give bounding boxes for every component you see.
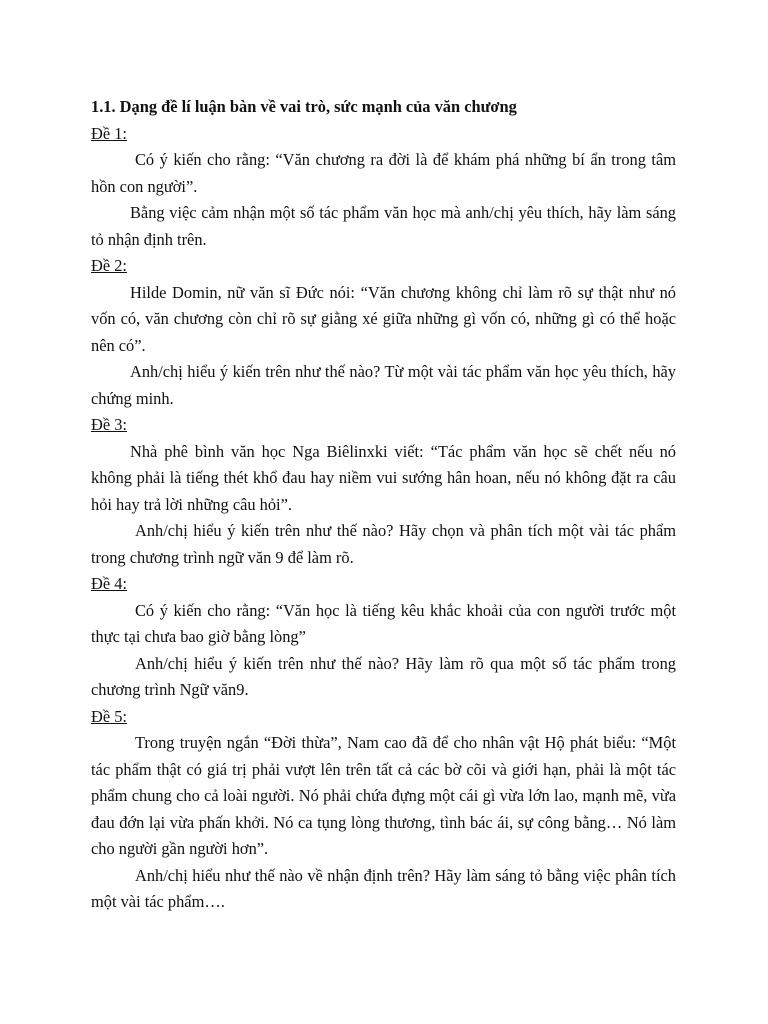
exercise-4-task: Anh/chị hiểu ý kiến trên như thế nào? Hãy làm rõ qua một số tác phẩm trong chương trình Ngữ văn9. xyxy=(91,653,676,699)
exercise-3-task: Anh/chị hiểu ý kiến trên như thế nào? Hãy chọn và phân tích một vài tác phẩm trong chương trình ngữ văn 9 để làm rõ. xyxy=(91,521,676,567)
exercise-2-task: Anh/chị hiểu ý kiến trên như thế nào? Từ một vài tác phẩm văn học yêu thích, hãy chứng minh. xyxy=(91,362,676,408)
exercise-1-label: Đề 1: xyxy=(91,123,127,143)
exercise-3-prompt: Nhà phê bình văn học Nga Biêlinxki viết: “Tác phẩm văn học sẽ chết nếu nó không phải là tiếng thét khổ đau hay niềm vui sướng hân hoan, nếu nó không đặt ra câu hỏi hay trả lời những câu hỏi”. xyxy=(91,441,676,514)
exercise-2-label: Đề 2: xyxy=(91,256,127,275)
exercise-2-prompt: Hilde Domin, nữ văn sĩ Đức nói: “Văn chương không chỉ làm rõ sự thật như nó vốn có, văn chương còn chỉ rõ sự giằng xé giữa những gì vốn có, những gì có thể hoặc nên có”. xyxy=(91,282,676,355)
exercise-5-label: Đề 5: xyxy=(91,706,127,726)
exercise-1-task: Bằng việc cảm nhận một số tác phẩm văn học mà anh/chị yêu thích, hãy làm sáng tỏ nhận định trên. xyxy=(91,203,676,249)
exercise-3-label: Đề 3: xyxy=(91,415,127,434)
exercise-4-prompt: Có ý kiến cho rằng: “Văn học là tiếng kêu khắc khoải của con người trước một thực tại chưa bao giờ bằng lòng” xyxy=(91,600,676,646)
exercise-5-task: Anh/chị hiểu như thế nào về nhận định trên? Hãy làm sáng tỏ bằng việc phân tích một vài tác phẩm…. xyxy=(91,865,676,911)
exercise-5-prompt: Trong truyện ngắn “Đời thừa”, Nam cao đã để cho nhân vật Hộ phát biểu: “Một tác phẩm thật có giá trị phải vượt lên trên tất cả các bờ cõi và giới hạn, phải là một tác phẩm chung cho cả loài người. Nó phải chứa đựng một cái gì vừa lớn lao, mạnh mẽ, vừa đau đớn lại vừa phấn khởi. Nó ca tụng lòng thương, tình bác ái, sự công bằng… Nó làm cho người gần người hơn”. xyxy=(91,733,676,858)
exercise-1-prompt: Có ý kiến cho rằng: “Văn chương ra đời là để khám phá những bí ẩn trong tâm hồn con người”. xyxy=(91,150,676,196)
section-heading: 1.1. Dạng đề lí luận bàn về vai trò, sức mạnh của văn chương xyxy=(91,97,517,116)
exercise-4-label: Đề 4: xyxy=(91,574,127,593)
